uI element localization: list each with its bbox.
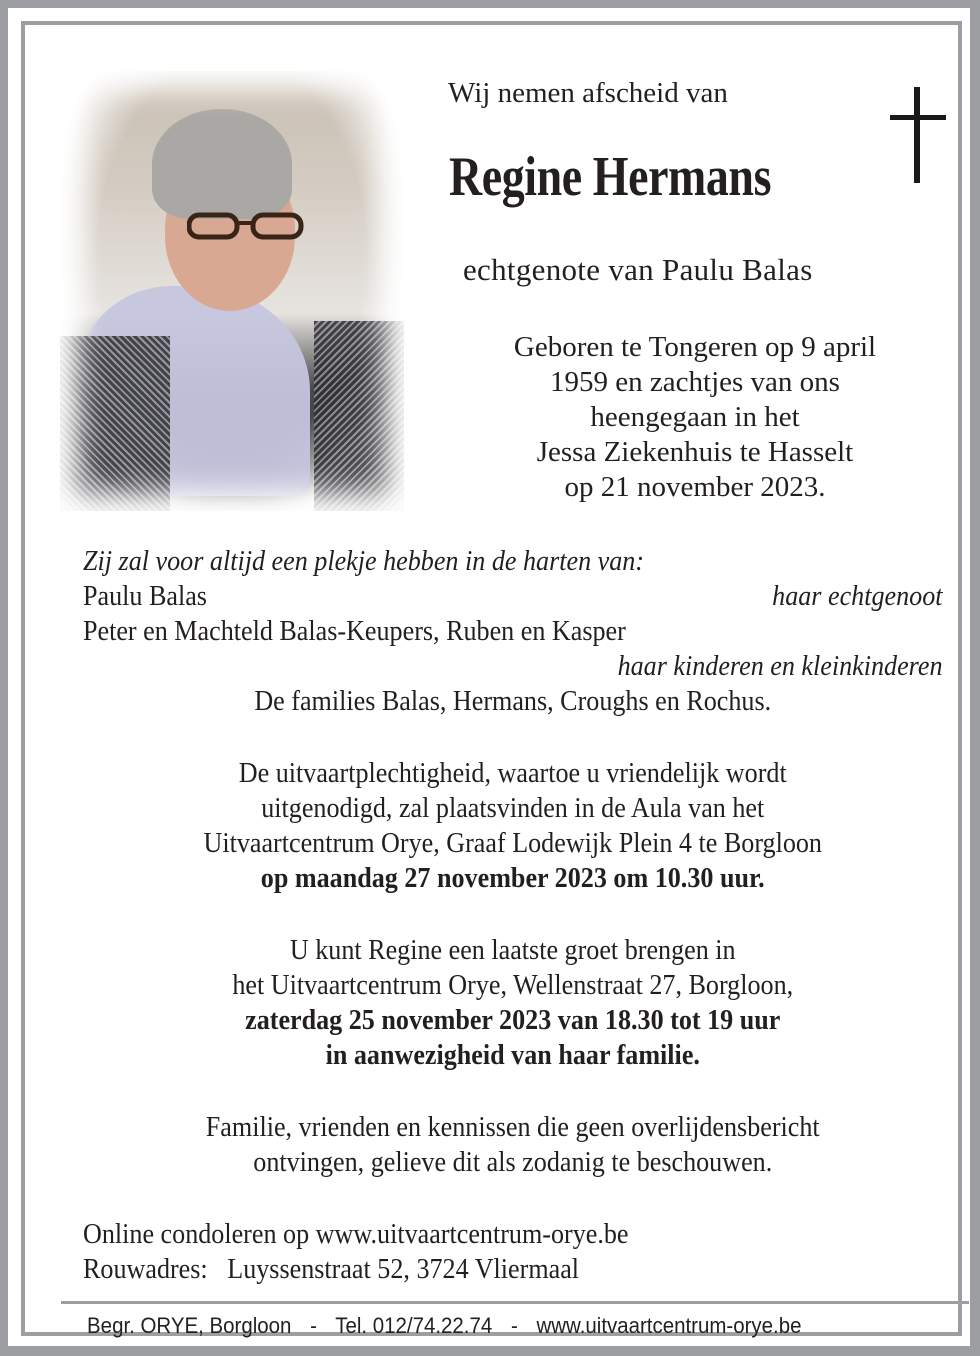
viewing-datetime: zaterdag 25 november 2023 van 18.30 tot 19 uur (245, 1004, 781, 1036)
footer-website-link[interactable]: www.uitvaartcentrum-orye.be (536, 1313, 802, 1338)
family-member-relation: haar echtgenoot (772, 580, 943, 612)
address-line (83, 1252, 943, 1287)
notice-line: Familie, vrienden en kennissen die geen overlijdensbericht (205, 1111, 820, 1143)
photo-vignette (60, 71, 404, 511)
address-value: Luyssenstraat 52, 3724 Vliermaal (227, 1253, 580, 1285)
birth-line: Geboren te Tongeren op 9 april (513, 331, 877, 363)
footer-divider (61, 1301, 969, 1304)
family-member-row (83, 579, 943, 614)
footer-separator: - (510, 1313, 518, 1338)
death-line: heengegaan in het (590, 401, 800, 433)
deceased-name: Regine Hermans (449, 146, 772, 208)
cross-icon (890, 87, 946, 183)
families-line: De families Balas, Hermans, Croughs en Rochus. (254, 685, 772, 717)
birth-death-text (435, 330, 955, 505)
viewing-section (83, 933, 943, 1073)
family-heading: Zij zal voor altijd een plekje hebben in de harten van: (83, 545, 645, 577)
online-condolence-link[interactable]: Online condoleren op www.uitvaartcentrum-orye.be (83, 1218, 629, 1250)
viewing-line: het Uitvaartcentrum Orye, Wellenstraat 27, Borgloon, (232, 969, 794, 1001)
family-member-relation: haar kinderen en kleinkinderen (617, 650, 943, 682)
viewing-note: in aanwezigheid van haar familie. (325, 1039, 700, 1071)
intro-text: Wij nemen afscheid van (448, 77, 728, 109)
family-section (83, 544, 943, 719)
portrait-photo (60, 71, 404, 511)
family-member-name: Peter en Machteld Balas-Keupers, Ruben en Kasper (83, 615, 626, 647)
notice-line: ontvingen, gelieve dit als zodanig te beschouwen. (253, 1146, 773, 1178)
contact-section (83, 1217, 943, 1287)
viewing-line: U kunt Regine een laatste groet brengen in (289, 934, 736, 966)
footer-undertaker: Begr. ORYE, Borgloon (87, 1313, 292, 1338)
ceremony-line: De uitvaartplechtigheid, waartoe u vriendelijk wordt (238, 757, 787, 789)
notice-section (83, 1110, 943, 1180)
spouse-line: echtgenote van Paulu Balas (463, 252, 813, 287)
death-line: op 21 november 2023. (564, 471, 826, 503)
ceremony-datetime: op maandag 27 november 2023 om 10.30 uur. (260, 862, 765, 894)
family-member-name: Paulu Balas (83, 580, 207, 612)
death-line: Jessa Ziekenhuis te Hasselt (536, 436, 854, 468)
address-label: Rouwadres: (83, 1253, 208, 1285)
ceremony-line: uitgenodigd, zal plaatsvinden in de Aula van het (261, 792, 765, 824)
footer (61, 1313, 931, 1339)
notice-card (21, 21, 962, 1336)
birth-line: 1959 en zachtjes van ons (550, 366, 840, 398)
ceremony-line: Uitvaartcentrum Orye, Graaf Lodewijk Plein 4 te Borgloon (203, 827, 822, 859)
footer-phone: Tel. 012/74.22.74 (335, 1313, 493, 1338)
ceremony-section (83, 756, 943, 896)
footer-separator: - (310, 1313, 317, 1338)
